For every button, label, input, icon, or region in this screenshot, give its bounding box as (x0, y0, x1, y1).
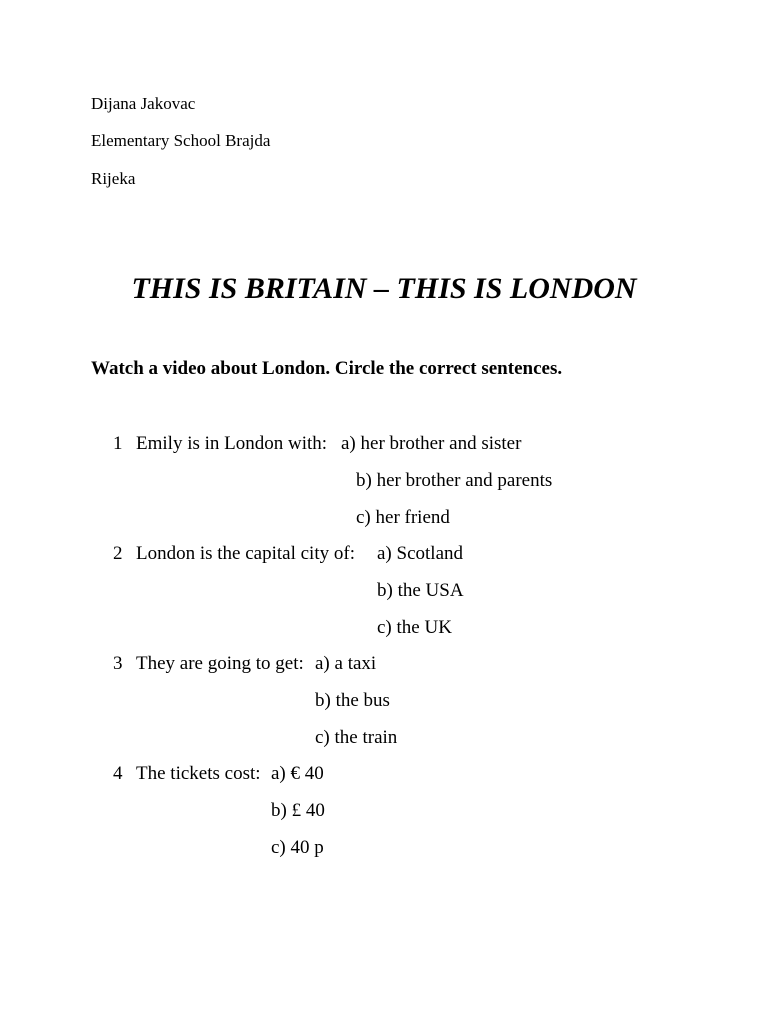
worksheet-title: THIS IS BRITAIN – THIS IS LONDON (131, 272, 637, 305)
worksheet-instruction: Watch a video about London. Circle the correct sentences. (91, 358, 563, 379)
option-b: b) £ 40 (271, 800, 325, 821)
option-c: c) the train (315, 727, 398, 748)
author-city: Rijeka (91, 169, 136, 188)
option-c: c) the UK (377, 617, 452, 638)
question-stem: They are going to get: (136, 653, 304, 674)
question-number: 2 (113, 543, 123, 564)
question-number: 3 (113, 653, 123, 674)
question-number: 4 (113, 763, 123, 784)
question-number: 1 (113, 433, 123, 454)
author-name: Dijana Jakovac (91, 94, 196, 113)
option-b: b) the bus (315, 690, 390, 711)
option-a: a) her brother and sister (341, 433, 522, 454)
option-c: c) her friend (356, 507, 450, 528)
option-c: c) 40 p (271, 837, 324, 858)
option-b: b) her brother and parents (356, 470, 553, 491)
option-b: b) the USA (377, 580, 464, 601)
option-a: a) Scotland (377, 543, 464, 564)
option-a: a) a taxi (315, 653, 377, 674)
question-stem: London is the capital city of: (136, 543, 355, 564)
question-stem: Emily is in London with: (136, 433, 328, 454)
author-school: Elementary School Brajda (91, 131, 271, 150)
option-a: a) € 40 (271, 763, 324, 784)
question-stem: The tickets cost: (136, 763, 261, 784)
